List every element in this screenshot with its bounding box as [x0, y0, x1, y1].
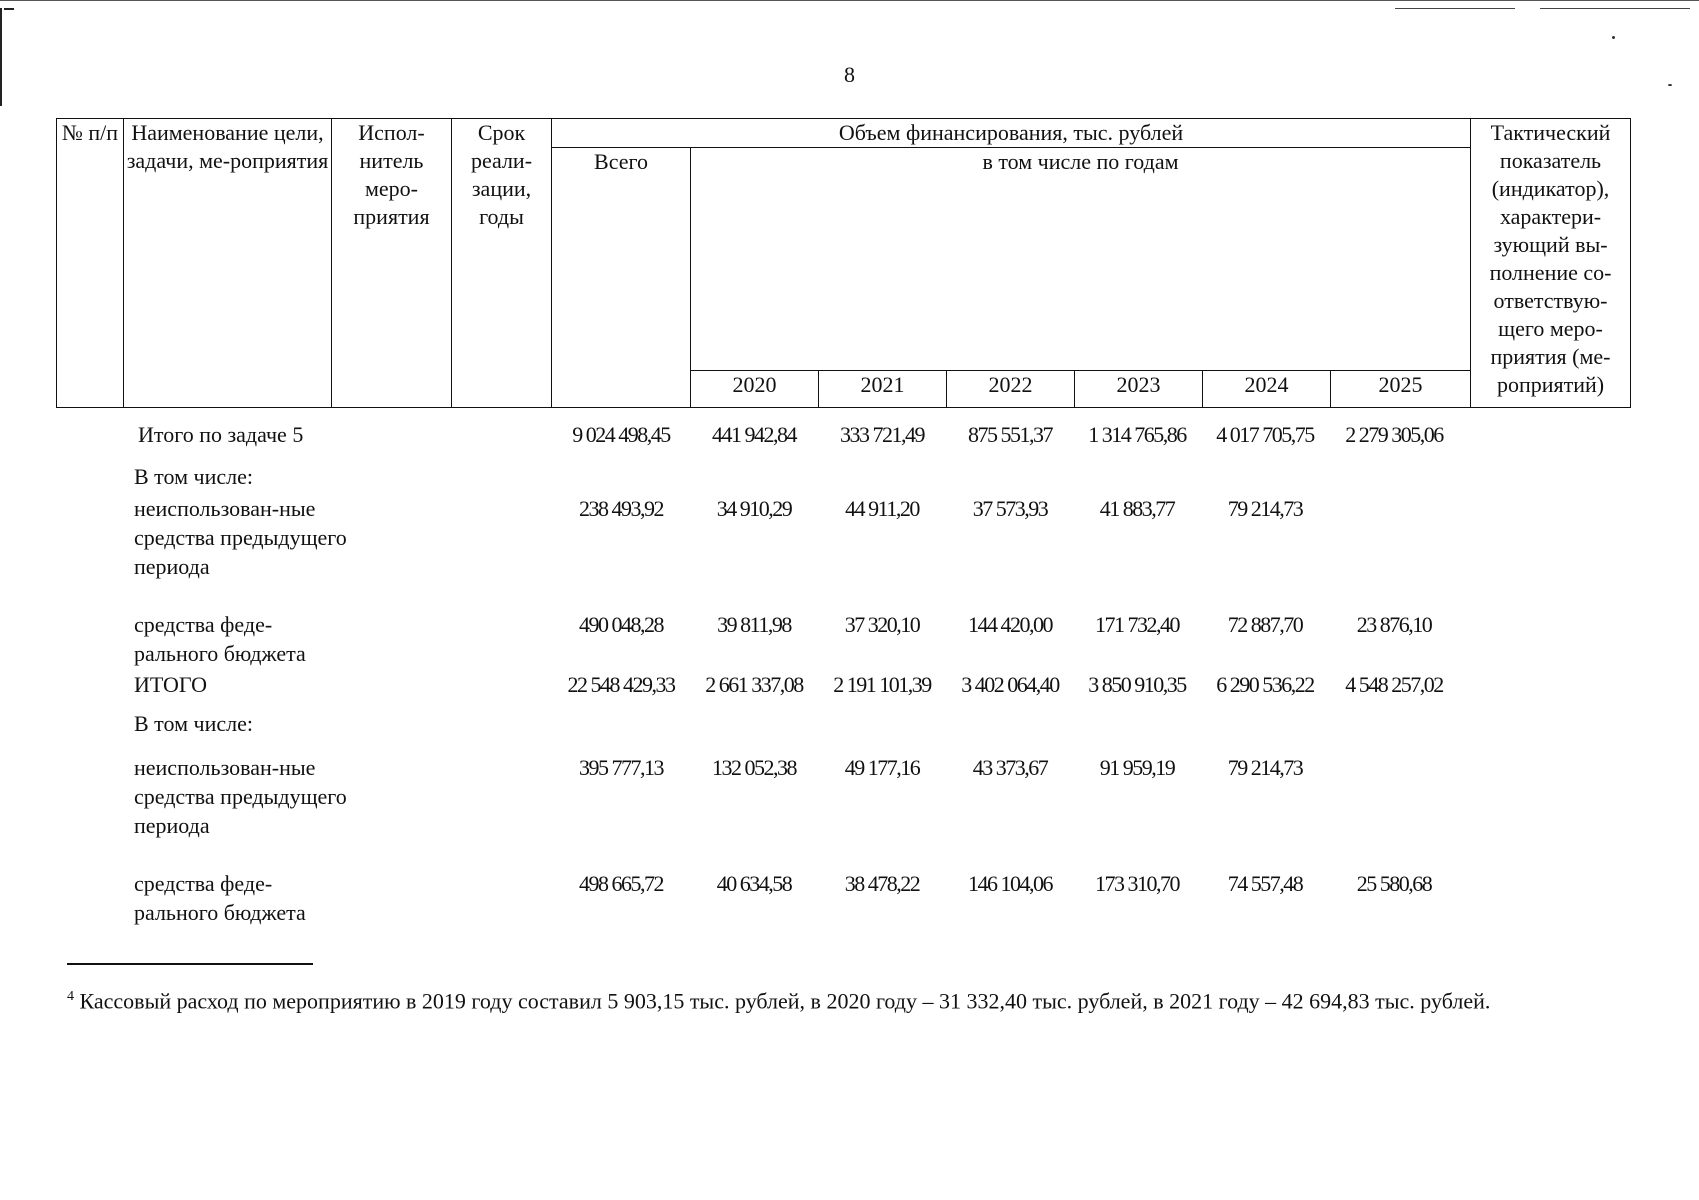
scan-edge-left — [0, 8, 2, 106]
scan-corner-mark — [4, 8, 14, 10]
header-year-2022: 2022 — [947, 371, 1075, 408]
header-num: № п/п — [57, 119, 124, 408]
cell-2020: 2 661 337,08 — [705, 672, 803, 697]
cell-2025: 2 279 305,06 — [1345, 422, 1443, 447]
cell-2020: 40 634,58 — [716, 871, 792, 896]
cell-2022: 3 402 064,40 — [961, 672, 1059, 697]
header-year-2025: 2025 — [1331, 371, 1471, 408]
row-label: неиспользован-ные средства предыдущего периода — [134, 755, 347, 838]
header-by-years: в том числе по годам — [691, 148, 1471, 371]
cell-2023: 173 310,70 — [1095, 871, 1179, 896]
cell-2025: 25 580,68 — [1356, 871, 1432, 896]
cell-2025: 4 548 257,02 — [1345, 672, 1443, 697]
cell-2022: 875 551,37 — [968, 422, 1052, 447]
row-label: средства феде-рального бюджета — [134, 871, 306, 925]
cell-total: 490 048,28 — [579, 612, 663, 637]
row-label: Итого по задаче 5 — [138, 422, 304, 447]
header-year-2023: 2023 — [1075, 371, 1203, 408]
cell-2024: 6 290 536,22 — [1216, 672, 1314, 697]
cell-2025: 23 876,10 — [1356, 612, 1432, 637]
header-name: Наименование цели, задачи, ме-роприятия — [124, 119, 332, 408]
cell-2020: 132 052,38 — [712, 755, 796, 780]
cell-total: 9 024 498,45 — [572, 422, 670, 447]
cell-2023: 91 959,19 — [1099, 755, 1175, 780]
cell-2021: 2 191 101,39 — [833, 672, 931, 697]
row-label: неиспользован-ные средства предыдущего периода — [134, 496, 347, 579]
cell-2021: 44 911,20 — [845, 496, 919, 521]
scan-dash — [1540, 8, 1690, 9]
cell-2021: 38 478,22 — [844, 871, 920, 896]
row-label: В том числе: — [134, 711, 253, 736]
cell-2024: 4 017 705,75 — [1216, 422, 1314, 447]
row-label: В том числе: — [134, 464, 253, 489]
cell-2021: 333 721,49 — [840, 422, 924, 447]
footnote-divider — [67, 963, 313, 965]
cell-2023: 171 732,40 — [1095, 612, 1179, 637]
footnote — [67, 982, 1627, 1015]
cell-2021: 49 177,16 — [844, 755, 920, 780]
cell-total: 238 493,92 — [579, 496, 663, 521]
cell-2022: 146 104,06 — [968, 871, 1052, 896]
scan-edge-top — [0, 0, 1699, 1]
footnote-text: Кассовый расход по мероприятию в 2019 году составил 5 903,15 тыс. рублей, в 2020 году – 31 332,40 тыс. рублей, в 2021 году – 42 694,83 тыс. рублей. — [79, 988, 1491, 1014]
page-number: 8 — [844, 62, 855, 87]
cell-2023: 1 314 765,86 — [1088, 422, 1186, 447]
footnote-marker: 4 — [67, 989, 74, 1004]
cell-total: 395 777,13 — [579, 755, 663, 780]
header-total: Всего — [552, 148, 691, 408]
header-year-2021: 2021 — [819, 371, 947, 408]
funding-table-header — [56, 118, 1631, 408]
cell-2023: 41 883,77 — [1099, 496, 1175, 521]
row-label: ИТОГО — [134, 672, 207, 697]
header-indicator: Тактический показатель (индикатор), характери-зующий вы-полнение со-ответствую-щего меро-приятия (ме-роприятий) — [1471, 119, 1631, 408]
cell-2024: 79 214,73 — [1227, 496, 1303, 521]
cell-2024: 72 887,70 — [1227, 612, 1303, 637]
cell-2020: 34 910,29 — [716, 496, 792, 521]
cell-2022: 144 420,00 — [968, 612, 1052, 637]
header-term: Срок реали-зации, годы — [452, 119, 552, 408]
cell-2020: 39 811,98 — [717, 612, 791, 637]
cell-2022: 43 373,67 — [972, 755, 1048, 780]
row-label: средства феде-рального бюджета — [134, 612, 306, 666]
header-year-2024: 2024 — [1203, 371, 1331, 408]
cell-2023: 3 850 910,35 — [1088, 672, 1186, 697]
header-executor: Испол-нитель меро-приятия — [332, 119, 452, 408]
scan-speck — [1612, 36, 1615, 39]
cell-2020: 441 942,84 — [712, 422, 796, 447]
cell-total: 22 548 429,33 — [567, 672, 675, 697]
header-year-2020: 2020 — [691, 371, 819, 408]
cell-2024: 79 214,73 — [1227, 755, 1303, 780]
cell-2024: 74 557,48 — [1227, 871, 1303, 896]
cell-2022: 37 573,93 — [972, 496, 1048, 521]
cell-total: 498 665,72 — [579, 871, 663, 896]
scan-dash — [1395, 8, 1515, 9]
header-funding: Объем финансирования, тыс. рублей — [552, 119, 1471, 148]
cell-2021: 37 320,10 — [844, 612, 920, 637]
